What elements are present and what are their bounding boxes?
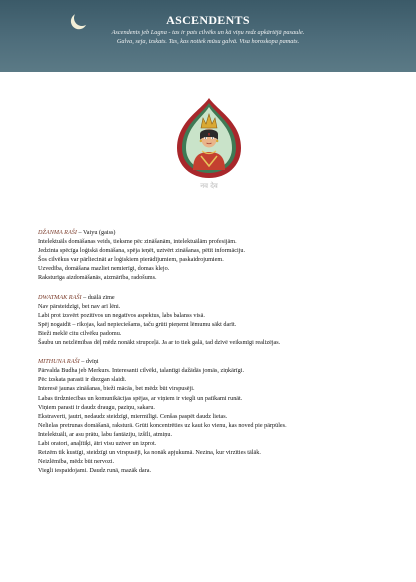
list-item: Nelielas pretrunas domāšanā, raksturā. Grūti koncentrēties uz kaut ko vienu, kas noved pie pārpūles. bbox=[38, 421, 287, 429]
list-item: Raksturīga aizdomāšanās, aizmārība, radošums. bbox=[38, 274, 157, 282]
list-item: Spēj nogaidīt – rīkojas, kad nepieciešams, taču grūti pieņemt lēmumu sākt darīt. bbox=[38, 320, 237, 328]
section-dwatmak-rasi bbox=[38, 293, 383, 348]
list-item: Pārvalda Budha jeb Merkurs. Interesanti cilvēki, talantīgi dažādās jomās, ziņkārīgi. bbox=[38, 367, 245, 375]
list-item: Viegli iespaidojami. Daudz runā, mazāk dara. bbox=[38, 467, 152, 475]
section-mithuna-rasi bbox=[38, 357, 383, 475]
list-item: Interesē jaunas zināšanas, bieži mācās, bet mēdz būt virspusēji. bbox=[38, 385, 195, 393]
section-title-sub: – Vaiyu (gaiss) bbox=[76, 229, 116, 236]
section-title-name: MITHUNA RAŠI bbox=[38, 358, 80, 366]
list-item: Šaubu un neizlēmības dēļ mēdz nonākt strupceļā. Ja ar to tiek galā, tad dzīvē veiksmīgi realizējas. bbox=[38, 339, 281, 347]
list-item: Pēc izskata parasti ir diezgan slaidi. bbox=[38, 376, 127, 384]
content-body bbox=[38, 228, 383, 485]
section-title bbox=[38, 293, 383, 302]
section-title-name: DWATMAK RAŠI bbox=[38, 293, 82, 301]
list-item: Ekstraverti, jautri, nedaudz steidzīgi, miermīlīgi. Cenšas paspēt daudz lietas. bbox=[38, 412, 228, 420]
section-title bbox=[38, 228, 383, 237]
list-item: Uzvedība, domāšana mazliet nemierīgi, domas klejo. bbox=[38, 265, 170, 273]
list-item: Labas tirdzniecības un komunikācijas spējas, ar viņiem ir viegli un patīkami runāt. bbox=[38, 394, 243, 402]
list-item: Jedzinta spēcīga loģiskā domāšana, spēja ieņēt, uztvērt zināšanas, pētīt informāciju. bbox=[38, 247, 246, 255]
page-title: ASCENDENTS bbox=[166, 13, 250, 27]
deity-emblem bbox=[171, 96, 247, 194]
section-title bbox=[38, 357, 383, 366]
list-item: Intelektuāli, ar asu prātu, labu fantāziju, izšīli, atmiņu. bbox=[38, 430, 173, 438]
list-item: Reizēm tik kustīgi, steidzīgi un virspusēji, ka nonāk apjukumā. Nezina, kur virzīties tālāk. bbox=[38, 449, 261, 457]
subtitle-line-1: Ascendents jeb Lagna - tas ir pats cilvēks un kā viņu redz apkārtējā pasaule. bbox=[111, 29, 305, 36]
list-item: Šos cilvēkus var pārliecināt ar loģiskiem pierādījumiem, paskaidrojumiem. bbox=[38, 256, 224, 264]
list-item: Viņiem parasti ir daudz draugu, paziņu, sakaru. bbox=[38, 403, 155, 411]
section-title-sub: – duālā zīme bbox=[81, 293, 115, 301]
list-item: Labi prot izsvērt pozitīvos un negatīvos aspektus, labs balanss visā. bbox=[38, 311, 205, 319]
subtitle-line-2: Galva, seja, izskats. Tas, kas notiek mūsu galvā. Visa horoskopa pamats. bbox=[116, 37, 300, 45]
section-title-sub: – dvīņi bbox=[79, 358, 99, 366]
header-banner bbox=[0, 0, 416, 72]
deity-illustration-icon bbox=[171, 96, 247, 194]
section-dzanma-rasi bbox=[38, 228, 383, 283]
list-item: Labi oratori, anaļītiķi, ātri visu uztver un izprot. bbox=[38, 439, 157, 447]
list-item: Bieži meklē citu cilvēku padomu. bbox=[38, 329, 122, 337]
emblem-caption: नव देव bbox=[200, 182, 218, 190]
list-item: Nav pārsteidzīgi, bet nav arī lēni. bbox=[38, 302, 121, 310]
list-item: Intelektuāls domāšanas veids, tieksme pēc zināšanām, intelektuālām profesijām. bbox=[38, 238, 237, 246]
section-title-name: DŽANMA RAŠI bbox=[38, 229, 77, 236]
list-item: Neizlēmība, mēdz būt nervozi. bbox=[38, 458, 115, 466]
